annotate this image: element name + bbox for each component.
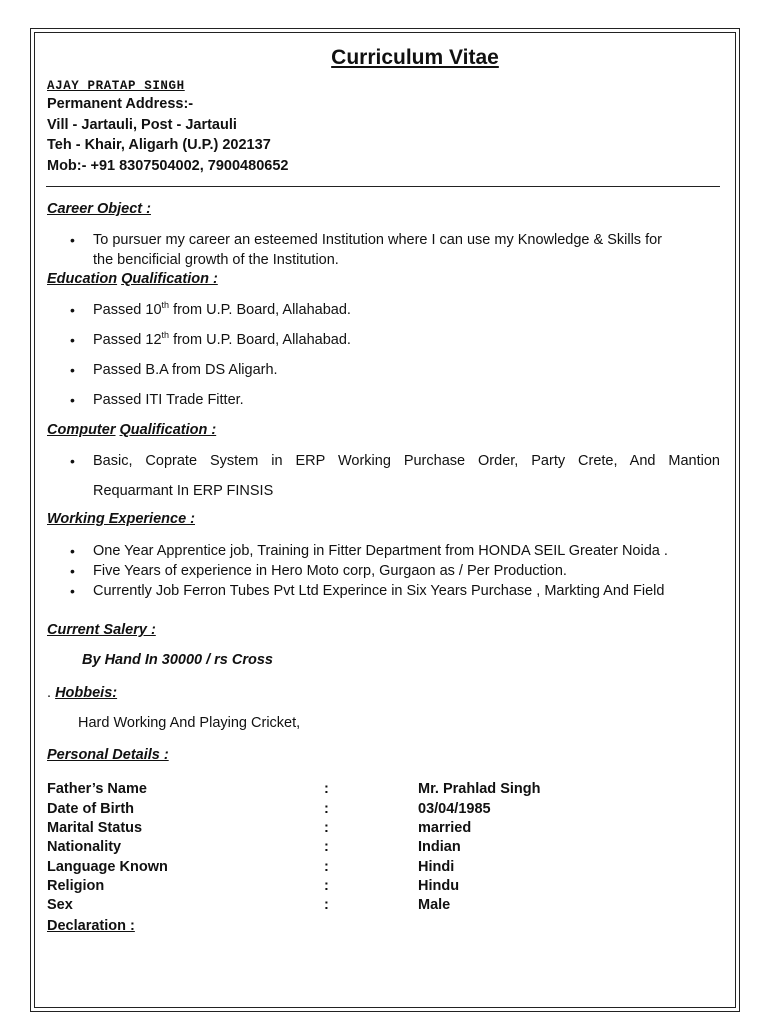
salary-value: By Hand In 30000 / rs Cross bbox=[82, 652, 273, 668]
father-name-label: Father’s Name bbox=[47, 781, 147, 797]
career-heading: Career Object : bbox=[47, 201, 151, 217]
nationality-value: Indian bbox=[418, 839, 461, 855]
religion-value: Hindu bbox=[418, 878, 460, 894]
bullet-icon: • bbox=[70, 563, 75, 579]
computer-line-2: Requarmant In ERP FINSIS bbox=[93, 483, 274, 499]
colon: : bbox=[324, 859, 329, 875]
computer-heading: Computer Qualification : bbox=[47, 422, 217, 438]
career-item bbox=[0, 230, 662, 270]
experience-heading: Working Experience : bbox=[47, 511, 195, 527]
colon: : bbox=[324, 801, 329, 817]
bullet-icon: • bbox=[70, 302, 75, 318]
colon: : bbox=[324, 897, 329, 913]
document-title: Curriculum Vitae bbox=[331, 46, 499, 69]
bullet-icon: • bbox=[70, 543, 75, 559]
computer-line-1: Basic, Coprate System in ERP Working Purchase Order, Party Crete, And Mantion bbox=[93, 453, 720, 469]
education-heading: Education Qualification : bbox=[47, 271, 218, 287]
bullet-icon: • bbox=[70, 583, 75, 599]
hobbies-heading: . Hobbeis: bbox=[47, 685, 118, 701]
language-label: Language Known bbox=[47, 859, 168, 875]
bullet-icon: • bbox=[70, 392, 75, 408]
experience-item: • Five Years of experience in Hero Moto corp, Gurgaon as / Per Production. bbox=[70, 563, 567, 579]
candidate-name: AJAY PRATAP SINGH bbox=[47, 79, 185, 93]
personal-heading: Personal Details : bbox=[47, 747, 169, 763]
colon: : bbox=[324, 878, 329, 894]
bullet-icon: • bbox=[70, 453, 75, 469]
colon: : bbox=[324, 820, 329, 836]
experience-item: • One Year Apprentice job, Training in Fitter Department from HONDA SEIL Greater Noida . bbox=[70, 543, 668, 559]
hobbies-value: Hard Working And Playing Cricket, bbox=[78, 715, 301, 731]
experience-item: • Currently Job Ferron Tubes Pvt Ltd Experince in Six Years Purchase , Markting And Field bbox=[70, 583, 665, 599]
education-item: • Passed 12th from U.P. Board, Allahabad. bbox=[70, 330, 351, 348]
computer-list bbox=[0, 451, 720, 501]
bullet-icon: • bbox=[70, 332, 75, 348]
career-list bbox=[0, 230, 662, 270]
dob-value: 03/04/1985 bbox=[418, 801, 491, 817]
colon: : bbox=[324, 839, 329, 855]
bullet-icon: • bbox=[70, 232, 75, 248]
computer-item bbox=[0, 451, 720, 501]
marital-status-value: married bbox=[418, 820, 472, 836]
sex-value: Male bbox=[418, 897, 451, 913]
career-line-2: the bencificial growth of the Institution. bbox=[93, 252, 339, 268]
experience-list bbox=[0, 541, 668, 601]
education-item: • Passed ITI Trade Fitter. bbox=[70, 392, 244, 408]
address-line-1: Vill - Jartauli, Post - Jartauli bbox=[47, 117, 237, 133]
nationality-label: Nationality bbox=[47, 839, 122, 855]
language-value: Hindi bbox=[418, 859, 455, 875]
career-line-1: To pursuer my career an esteemed Institution where I can use my Knowledge & Skills for bbox=[93, 232, 662, 248]
bullet-icon: • bbox=[70, 362, 75, 378]
dob-label: Date of Birth bbox=[47, 801, 134, 817]
header-divider bbox=[46, 186, 720, 187]
marital-status-label: Marital Status bbox=[47, 820, 143, 836]
address-label: Permanent Address:- bbox=[47, 96, 194, 112]
religion-label: Religion bbox=[47, 878, 105, 894]
education-item: • Passed 10th from U.P. Board, Allahabad. bbox=[70, 300, 351, 318]
education-list bbox=[0, 300, 351, 410]
declaration-heading: Declaration : bbox=[47, 918, 135, 934]
sex-label: Sex bbox=[47, 897, 73, 913]
mobile-number: Mob:- +91 8307504002, 7900480652 bbox=[47, 158, 289, 174]
address-line-2: Teh - Khair, Aligarh (U.P.) 202137 bbox=[47, 137, 271, 153]
education-item: • Passed B.A from DS Aligarh. bbox=[70, 362, 278, 378]
father-name-value: Mr. Prahlad Singh bbox=[418, 781, 541, 797]
colon: : bbox=[324, 781, 329, 797]
salary-heading: Current Salery : bbox=[47, 622, 156, 638]
